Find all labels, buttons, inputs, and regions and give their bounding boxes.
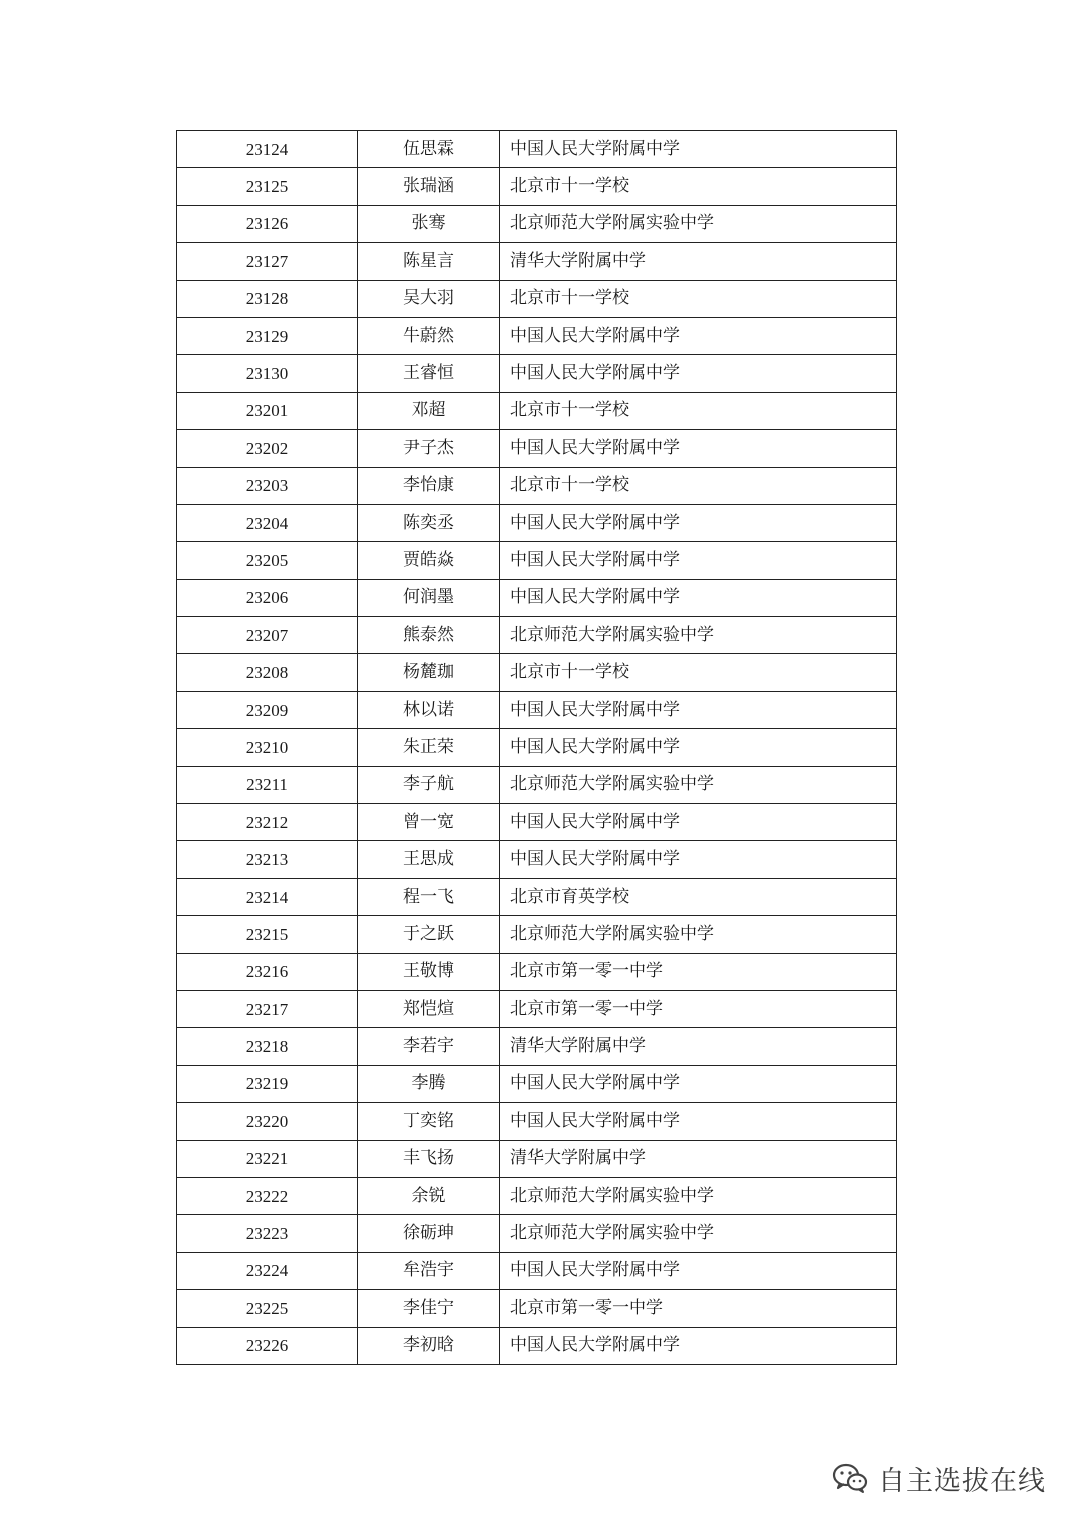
student-name-cell: 牛蔚然: [358, 317, 500, 354]
roster-table-body: [177, 131, 897, 1365]
wechat-icon: [830, 1458, 870, 1498]
school-cell: 北京市十一学校: [500, 467, 897, 504]
student-id-cell: 23220: [177, 1103, 358, 1140]
table-row: [177, 168, 897, 205]
student-id-cell: 23223: [177, 1215, 358, 1252]
student-name-cell: 李子航: [358, 766, 500, 803]
student-name-cell: 李初晗: [358, 1327, 500, 1364]
student-id-cell: 23209: [177, 691, 358, 728]
student-id-cell: 23205: [177, 542, 358, 579]
student-name-cell: 吴大羽: [358, 280, 500, 317]
student-id-cell: 23207: [177, 617, 358, 654]
table-row: [177, 205, 897, 242]
student-name-cell: 程一飞: [358, 878, 500, 915]
student-name-cell: 李腾: [358, 1065, 500, 1102]
school-cell: 中国人民大学附属中学: [500, 1065, 897, 1102]
school-cell: 北京师范大学附属实验中学: [500, 766, 897, 803]
student-name-cell: 杨麓珈: [358, 654, 500, 691]
school-cell: 中国人民大学附属中学: [500, 317, 897, 354]
school-cell: 北京市十一学校: [500, 654, 897, 691]
watermark: [830, 1458, 1046, 1498]
student-id-cell: 23204: [177, 504, 358, 541]
table-row: [177, 131, 897, 168]
student-id-cell: 23212: [177, 804, 358, 841]
school-cell: 北京市十一学校: [500, 168, 897, 205]
school-cell: 中国人民大学附属中学: [500, 355, 897, 392]
student-name-cell: 曾一宽: [358, 804, 500, 841]
table-row: [177, 1177, 897, 1214]
student-name-cell: 李若宇: [358, 1028, 500, 1065]
student-id-cell: 23130: [177, 355, 358, 392]
student-roster-table: [176, 130, 897, 1365]
table-row: [177, 691, 897, 728]
table-row: [177, 355, 897, 392]
school-cell: 北京市十一学校: [500, 280, 897, 317]
student-name-cell: 陈星言: [358, 243, 500, 280]
school-cell: 中国人民大学附属中学: [500, 691, 897, 728]
school-cell: 中国人民大学附属中学: [500, 504, 897, 541]
school-cell: 北京师范大学附属实验中学: [500, 205, 897, 242]
school-cell: 中国人民大学附属中学: [500, 804, 897, 841]
student-name-cell: 李佳宁: [358, 1290, 500, 1327]
school-cell: 中国人民大学附属中学: [500, 430, 897, 467]
table-row: [177, 243, 897, 280]
school-cell: 北京师范大学附属实验中学: [500, 916, 897, 953]
school-cell: 北京市第一零一中学: [500, 1290, 897, 1327]
table-row: [177, 766, 897, 803]
school-cell: 中国人民大学附属中学: [500, 1103, 897, 1140]
school-cell: 清华大学附属中学: [500, 243, 897, 280]
student-name-cell: 林以诺: [358, 691, 500, 728]
school-cell: 北京市育英学校: [500, 878, 897, 915]
student-name-cell: 徐砺珅: [358, 1215, 500, 1252]
school-cell: 北京师范大学附属实验中学: [500, 1177, 897, 1214]
student-name-cell: 王思成: [358, 841, 500, 878]
student-id-cell: 23215: [177, 916, 358, 953]
student-id-cell: 23202: [177, 430, 358, 467]
table-row: [177, 953, 897, 990]
student-id-cell: 23218: [177, 1028, 358, 1065]
table-row: [177, 1252, 897, 1289]
student-name-cell: 伍思霖: [358, 131, 500, 168]
student-id-cell: 23219: [177, 1065, 358, 1102]
table-row: [177, 1028, 897, 1065]
student-id-cell: 23127: [177, 243, 358, 280]
school-cell: 中国人民大学附属中学: [500, 579, 897, 616]
table-row: [177, 1327, 897, 1364]
student-name-cell: 丁奕铭: [358, 1103, 500, 1140]
school-cell: 北京市第一零一中学: [500, 953, 897, 990]
student-name-cell: 贾皓焱: [358, 542, 500, 579]
school-cell: 中国人民大学附属中学: [500, 841, 897, 878]
table-row: [177, 467, 897, 504]
table-row: [177, 617, 897, 654]
student-name-cell: 朱正荣: [358, 729, 500, 766]
student-id-cell: 23214: [177, 878, 358, 915]
student-id-cell: 23206: [177, 579, 358, 616]
student-name-cell: 牟浩宇: [358, 1252, 500, 1289]
school-cell: 中国人民大学附属中学: [500, 729, 897, 766]
student-id-cell: 23203: [177, 467, 358, 504]
student-id-cell: 23224: [177, 1252, 358, 1289]
student-id-cell: 23213: [177, 841, 358, 878]
table-row: [177, 804, 897, 841]
table-row: [177, 1290, 897, 1327]
school-cell: 北京市十一学校: [500, 392, 897, 429]
table-row: [177, 504, 897, 541]
student-name-cell: 尹子杰: [358, 430, 500, 467]
student-id-cell: 23222: [177, 1177, 358, 1214]
student-id-cell: 23221: [177, 1140, 358, 1177]
table-row: [177, 1103, 897, 1140]
school-cell: 中国人民大学附属中学: [500, 1252, 897, 1289]
watermark-text: 自主选拔在线: [878, 1465, 1046, 1497]
table-row: [177, 916, 897, 953]
student-id-cell: 23216: [177, 953, 358, 990]
student-id-cell: 23128: [177, 280, 358, 317]
student-id-cell: 23211: [177, 766, 358, 803]
student-name-cell: 熊泰然: [358, 617, 500, 654]
table-row: [177, 729, 897, 766]
table-row: [177, 654, 897, 691]
student-name-cell: 邓超: [358, 392, 500, 429]
student-id-cell: 23201: [177, 392, 358, 429]
school-cell: 中国人民大学附属中学: [500, 131, 897, 168]
student-id-cell: 23217: [177, 990, 358, 1027]
student-name-cell: 于之跃: [358, 916, 500, 953]
student-name-cell: 余锐: [358, 1177, 500, 1214]
student-id-cell: 23125: [177, 168, 358, 205]
student-name-cell: 李怡康: [358, 467, 500, 504]
school-cell: 北京师范大学附属实验中学: [500, 617, 897, 654]
student-id-cell: 23226: [177, 1327, 358, 1364]
student-name-cell: 丰飞扬: [358, 1140, 500, 1177]
table-row: [177, 990, 897, 1027]
table-row: [177, 430, 897, 467]
student-id-cell: 23225: [177, 1290, 358, 1327]
table-row: [177, 841, 897, 878]
student-id-cell: 23126: [177, 205, 358, 242]
table-row: [177, 317, 897, 354]
school-cell: 清华大学附属中学: [500, 1140, 897, 1177]
student-name-cell: 何润墨: [358, 579, 500, 616]
table-row: [177, 878, 897, 915]
table-row: [177, 1215, 897, 1252]
table-row: [177, 392, 897, 429]
student-id-cell: 23208: [177, 654, 358, 691]
school-cell: 北京市第一零一中学: [500, 990, 897, 1027]
student-id-cell: 23210: [177, 729, 358, 766]
student-id-cell: 23124: [177, 131, 358, 168]
table-row: [177, 579, 897, 616]
table-row: [177, 1065, 897, 1102]
student-name-cell: 张瑞涵: [358, 168, 500, 205]
student-name-cell: 王敬博: [358, 953, 500, 990]
table-row: [177, 280, 897, 317]
school-cell: 清华大学附属中学: [500, 1028, 897, 1065]
student-name-cell: 张骞: [358, 205, 500, 242]
table-row: [177, 542, 897, 579]
school-cell: 北京师范大学附属实验中学: [500, 1215, 897, 1252]
student-name-cell: 郑恺煊: [358, 990, 500, 1027]
student-id-cell: 23129: [177, 317, 358, 354]
school-cell: 中国人民大学附属中学: [500, 542, 897, 579]
student-name-cell: 王睿恒: [358, 355, 500, 392]
student-name-cell: 陈奕丞: [358, 504, 500, 541]
school-cell: 中国人民大学附属中学: [500, 1327, 897, 1364]
table-row: [177, 1140, 897, 1177]
